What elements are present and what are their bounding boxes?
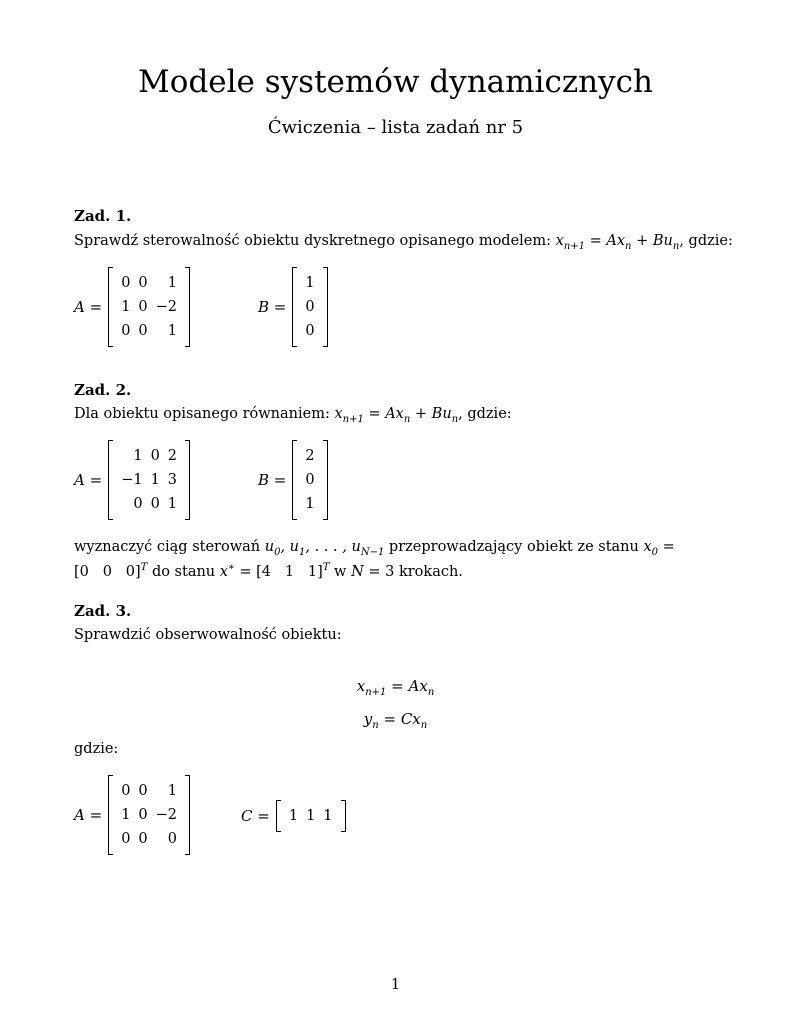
task-3-matrix-A	[74, 775, 190, 855]
output-equation: $y_n = Cx_n$	[363, 710, 428, 731]
matrix-cell: 1	[167, 783, 178, 799]
matrix-A-grid	[117, 271, 181, 343]
matrix-cell: 3	[167, 472, 178, 488]
matrix-row	[301, 492, 318, 516]
matrix-row	[117, 444, 181, 468]
task-2-intro: Dla obiektu opisanego równaniem:	[74, 406, 330, 422]
matrix-cell: 1	[167, 323, 178, 339]
task-2-p3: do stanu	[151, 564, 216, 580]
control-sequence: $u_0$, $u_1$, . . . , $u_{N-1}$	[264, 539, 385, 558]
matrix-cell: 0	[150, 496, 160, 512]
matrix-row	[301, 319, 318, 343]
matrix-row	[301, 444, 318, 468]
state-equation: $x_{n+1} = Ax_n$	[356, 677, 435, 698]
matrix-cell: 1	[121, 299, 131, 315]
matrix-cell: 1	[167, 275, 178, 291]
task-2-model-equation: $x_{n+1} = Ax_n + Bu_n$	[334, 406, 459, 425]
matrix-cell: −2	[155, 807, 178, 823]
task-2-matrix-B	[258, 440, 328, 520]
matrix-cell: 1	[323, 808, 333, 824]
task-2-matrix-A	[74, 440, 190, 520]
task-2-p1: wyznaczyć ciąg sterowań	[74, 539, 261, 555]
task-1-suffix: , gdzie:	[679, 233, 733, 249]
matrix-cell: 0	[121, 783, 131, 799]
matrix-cell: 0	[133, 496, 143, 512]
matrix-cell: 0	[121, 275, 131, 291]
matrix-row	[301, 295, 318, 319]
matrix-A-label: A =	[74, 471, 103, 489]
matrix-cell: 0	[150, 448, 160, 464]
matrix-row	[301, 468, 318, 492]
matrix-B-label: B =	[258, 298, 287, 316]
matrix-C-label: C =	[241, 807, 270, 825]
matrix-row	[117, 319, 181, 343]
matrix-cell: 0	[138, 275, 148, 291]
task-2-heading: Zad. 2.	[74, 381, 132, 399]
matrix-cell: 0	[138, 807, 148, 823]
document-title: Modele systemów dynamicznych	[138, 64, 653, 100]
matrix-cell: 0	[138, 831, 148, 847]
matrix-row	[117, 468, 181, 492]
task-3-matrix-C	[241, 800, 346, 832]
matrix-cell: 0	[305, 299, 315, 315]
task-3-gdzie: gdzie:	[74, 741, 119, 757]
task-3-heading: Zad. 3.	[74, 602, 132, 620]
matrix-A-grid	[117, 444, 181, 516]
matrix-A-grid	[117, 779, 181, 851]
matrix-cell: 0	[167, 831, 178, 847]
task-1-text	[74, 233, 733, 252]
matrix-B-label: B =	[258, 471, 287, 489]
target-state: x∗ = [4 1 1]$^T$	[219, 562, 330, 580]
task-1-matrix-A	[74, 267, 190, 347]
matrix-C-grid	[285, 804, 337, 828]
task-2-p5: krokach.	[398, 564, 463, 580]
matrix-cell: 0	[138, 299, 148, 315]
matrix-B-grid	[301, 444, 318, 516]
matrix-cell: 1	[306, 808, 316, 824]
matrix-cell: 0	[121, 831, 131, 847]
matrix-row	[117, 803, 181, 827]
task-1-intro: Sprawdź sterowalność obiektu dyskretnego opisanego modelem:	[74, 233, 552, 249]
task-2-suffix: , gdzie:	[458, 406, 512, 422]
matrix-cell: 1	[305, 496, 315, 512]
matrix-cell: 1	[288, 808, 299, 824]
initial-state: $x_0 = [0$ 0 0]$^T$	[74, 539, 675, 580]
matrix-row	[117, 492, 181, 516]
matrix-row	[117, 827, 181, 851]
matrix-cell: −2	[155, 299, 178, 315]
matrix-cell: 0	[121, 323, 131, 339]
matrix-cell: 0	[305, 472, 315, 488]
matrix-B-grid	[301, 271, 318, 343]
task-2-p2: przeprowadzający obiekt ze stanu	[388, 539, 639, 555]
matrix-cell: 2	[305, 448, 315, 464]
matrix-cell: 0	[138, 323, 148, 339]
task-2-text	[74, 406, 512, 425]
matrix-row	[117, 295, 181, 319]
task-1-matrix-B	[258, 267, 328, 347]
page-number: 1	[390, 975, 401, 993]
matrix-cell: 0	[138, 783, 148, 799]
matrix-row	[117, 271, 181, 295]
task-2-paragraph	[74, 535, 724, 585]
matrix-cell: 0	[305, 323, 315, 339]
step-count: N = 3	[351, 564, 395, 580]
matrix-cell: 2	[167, 448, 178, 464]
matrix-cell: 1	[121, 807, 131, 823]
matrix-cell: 1	[133, 448, 143, 464]
task-3-intro: Sprawdzić obserwowalność obiektu:	[74, 627, 342, 643]
matrix-row	[285, 804, 337, 828]
task-2-p4: w	[334, 564, 347, 580]
matrix-cell: −1	[121, 472, 143, 488]
matrix-cell: 1	[150, 472, 160, 488]
matrix-cell: 1	[305, 275, 315, 291]
matrix-A-label: A =	[74, 298, 103, 316]
matrix-row	[117, 779, 181, 803]
task-1-heading: Zad. 1.	[74, 207, 132, 225]
matrix-cell: 1	[167, 496, 178, 512]
matrix-row	[301, 271, 318, 295]
matrix-A-label: A =	[74, 806, 103, 824]
task-1-model-equation: $x_{n+1} = Ax_n + Bu_n$	[555, 233, 680, 252]
document-subtitle: Ćwiczenia – lista zadań nr 5	[267, 117, 524, 138]
